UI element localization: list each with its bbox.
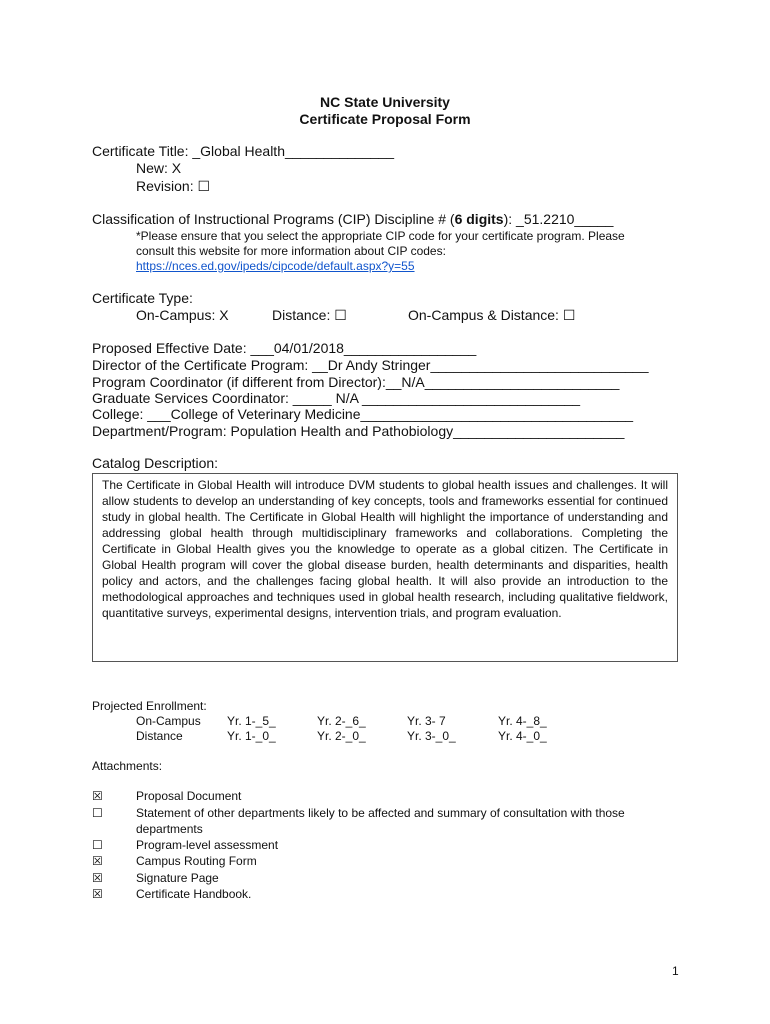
cip-line-suffix: ): _51.2210_____: [503, 211, 614, 227]
form-title: Certificate Proposal Form: [299, 111, 471, 127]
certificate-type-heading: Certificate Type:: [92, 290, 193, 306]
enrollment-cell: Yr. 2-_6_: [317, 714, 366, 728]
attachment-checkbox[interactable]: ☒: [92, 887, 103, 901]
enrollment-cell: Yr. 1-_5_: [227, 714, 276, 728]
page-number: 1: [672, 964, 679, 978]
attachment-label-continued: departments: [136, 822, 203, 836]
attachments-heading: Attachments:: [92, 759, 163, 773]
grad-services-line: Graduate Services Coordinator: _____ N/A ____________________________: [92, 390, 581, 406]
attachment-label: Statement of other departments likely to be affected and summary of consultation with those: [136, 806, 625, 820]
enrollment-cell: Yr. 2-_0_: [317, 729, 366, 743]
attachment-checkbox[interactable]: ☐: [92, 838, 103, 852]
catalog-heading: Catalog Description:: [92, 455, 219, 471]
certificate-title-line: Certificate Title: _Global Health______________: [92, 143, 394, 159]
enrollment-row-label: On-Campus: [136, 714, 201, 728]
attachment-label: Campus Routing Form: [136, 854, 257, 868]
cip-note-line2: consult this website for more information about CIP codes:: [136, 244, 446, 258]
attachment-label: Certificate Handbook.: [136, 887, 252, 901]
cip-line: [92, 211, 613, 227]
attachment-label: Signature Page: [136, 871, 219, 885]
cip-line-prefix: Classification of Instructional Programs (CIP) Discipline # (: [92, 211, 455, 227]
attachment-label: Proposal Document: [136, 789, 242, 803]
revision-option: Revision: ☐: [136, 178, 211, 194]
cip-line-bold: 6 digits: [454, 211, 504, 227]
director-line: Director of the Certificate Program: __Dr Andy Stringer____________________________: [92, 357, 649, 373]
catalog-description-box: The Certificate in Global Health will introduce DVM students to global health issues and challenges. It will allow students to develop an understanding of key concepts, tools and frameworks essential for continued study in global health. The Certificate in Global Health will highlight the importance of understanding and addressing global health through multidisciplinary frameworks and collaborations. Completing the Certificate in Global Health gives you the knowledge to operate as a global citizen. The Certificate in Global Health program will cover the global disease burden, health determinants and disparities, health policy and actors, and the challenges facing global health. It will also provide an introduction to the methodological approaches and techniques used in global health research, including qualitative fieldwork, quantitative surveys, experimental designs, intervention trials, and program evaluation.: [92, 473, 678, 662]
enrollment-cell: Yr. 4-_8_: [498, 714, 547, 728]
college-line: College: ___College of Veterinary Medicine___________________________________: [92, 406, 634, 422]
university-name: NC State University: [320, 94, 450, 110]
enrollment-row-label: Distance: [136, 729, 183, 743]
enrollment-cell: Yr. 1-_0_: [227, 729, 276, 743]
enrollment-heading: Projected Enrollment:: [92, 699, 207, 713]
distance-option: Distance: ☐: [272, 307, 347, 323]
attachment-checkbox[interactable]: ☒: [92, 854, 103, 868]
enrollment-cell: Yr. 3-_0_: [407, 729, 456, 743]
attachment-checkbox[interactable]: ☒: [92, 871, 103, 885]
coordinator-line: Program Coordinator (if different from Director):__N/A_________________________: [92, 374, 620, 390]
new-option: New: X: [136, 160, 182, 176]
attachment-label: Program-level assessment: [136, 838, 279, 852]
cip-link[interactable]: https://nces.ed.gov/ipeds/cipcode/default.aspx?y=55: [136, 259, 415, 273]
enrollment-cell: Yr. 4-_0_: [498, 729, 547, 743]
department-line: Department/Program: Population Health and Pathobiology______________________: [92, 423, 625, 439]
on-campus-option: On-Campus: X: [136, 307, 229, 323]
attachment-checkbox[interactable]: ☐: [92, 806, 103, 820]
effective-date-line: Proposed Effective Date: ___04/01/2018_________________: [92, 340, 477, 356]
attachment-checkbox[interactable]: ☒: [92, 789, 103, 803]
cip-note-line1: *Please ensure that you select the appropriate CIP code for your certificate program. Please: [136, 229, 625, 243]
enrollment-cell: Yr. 3- 7: [407, 714, 446, 728]
on-campus-distance-option: On-Campus & Distance: ☐: [408, 307, 576, 323]
